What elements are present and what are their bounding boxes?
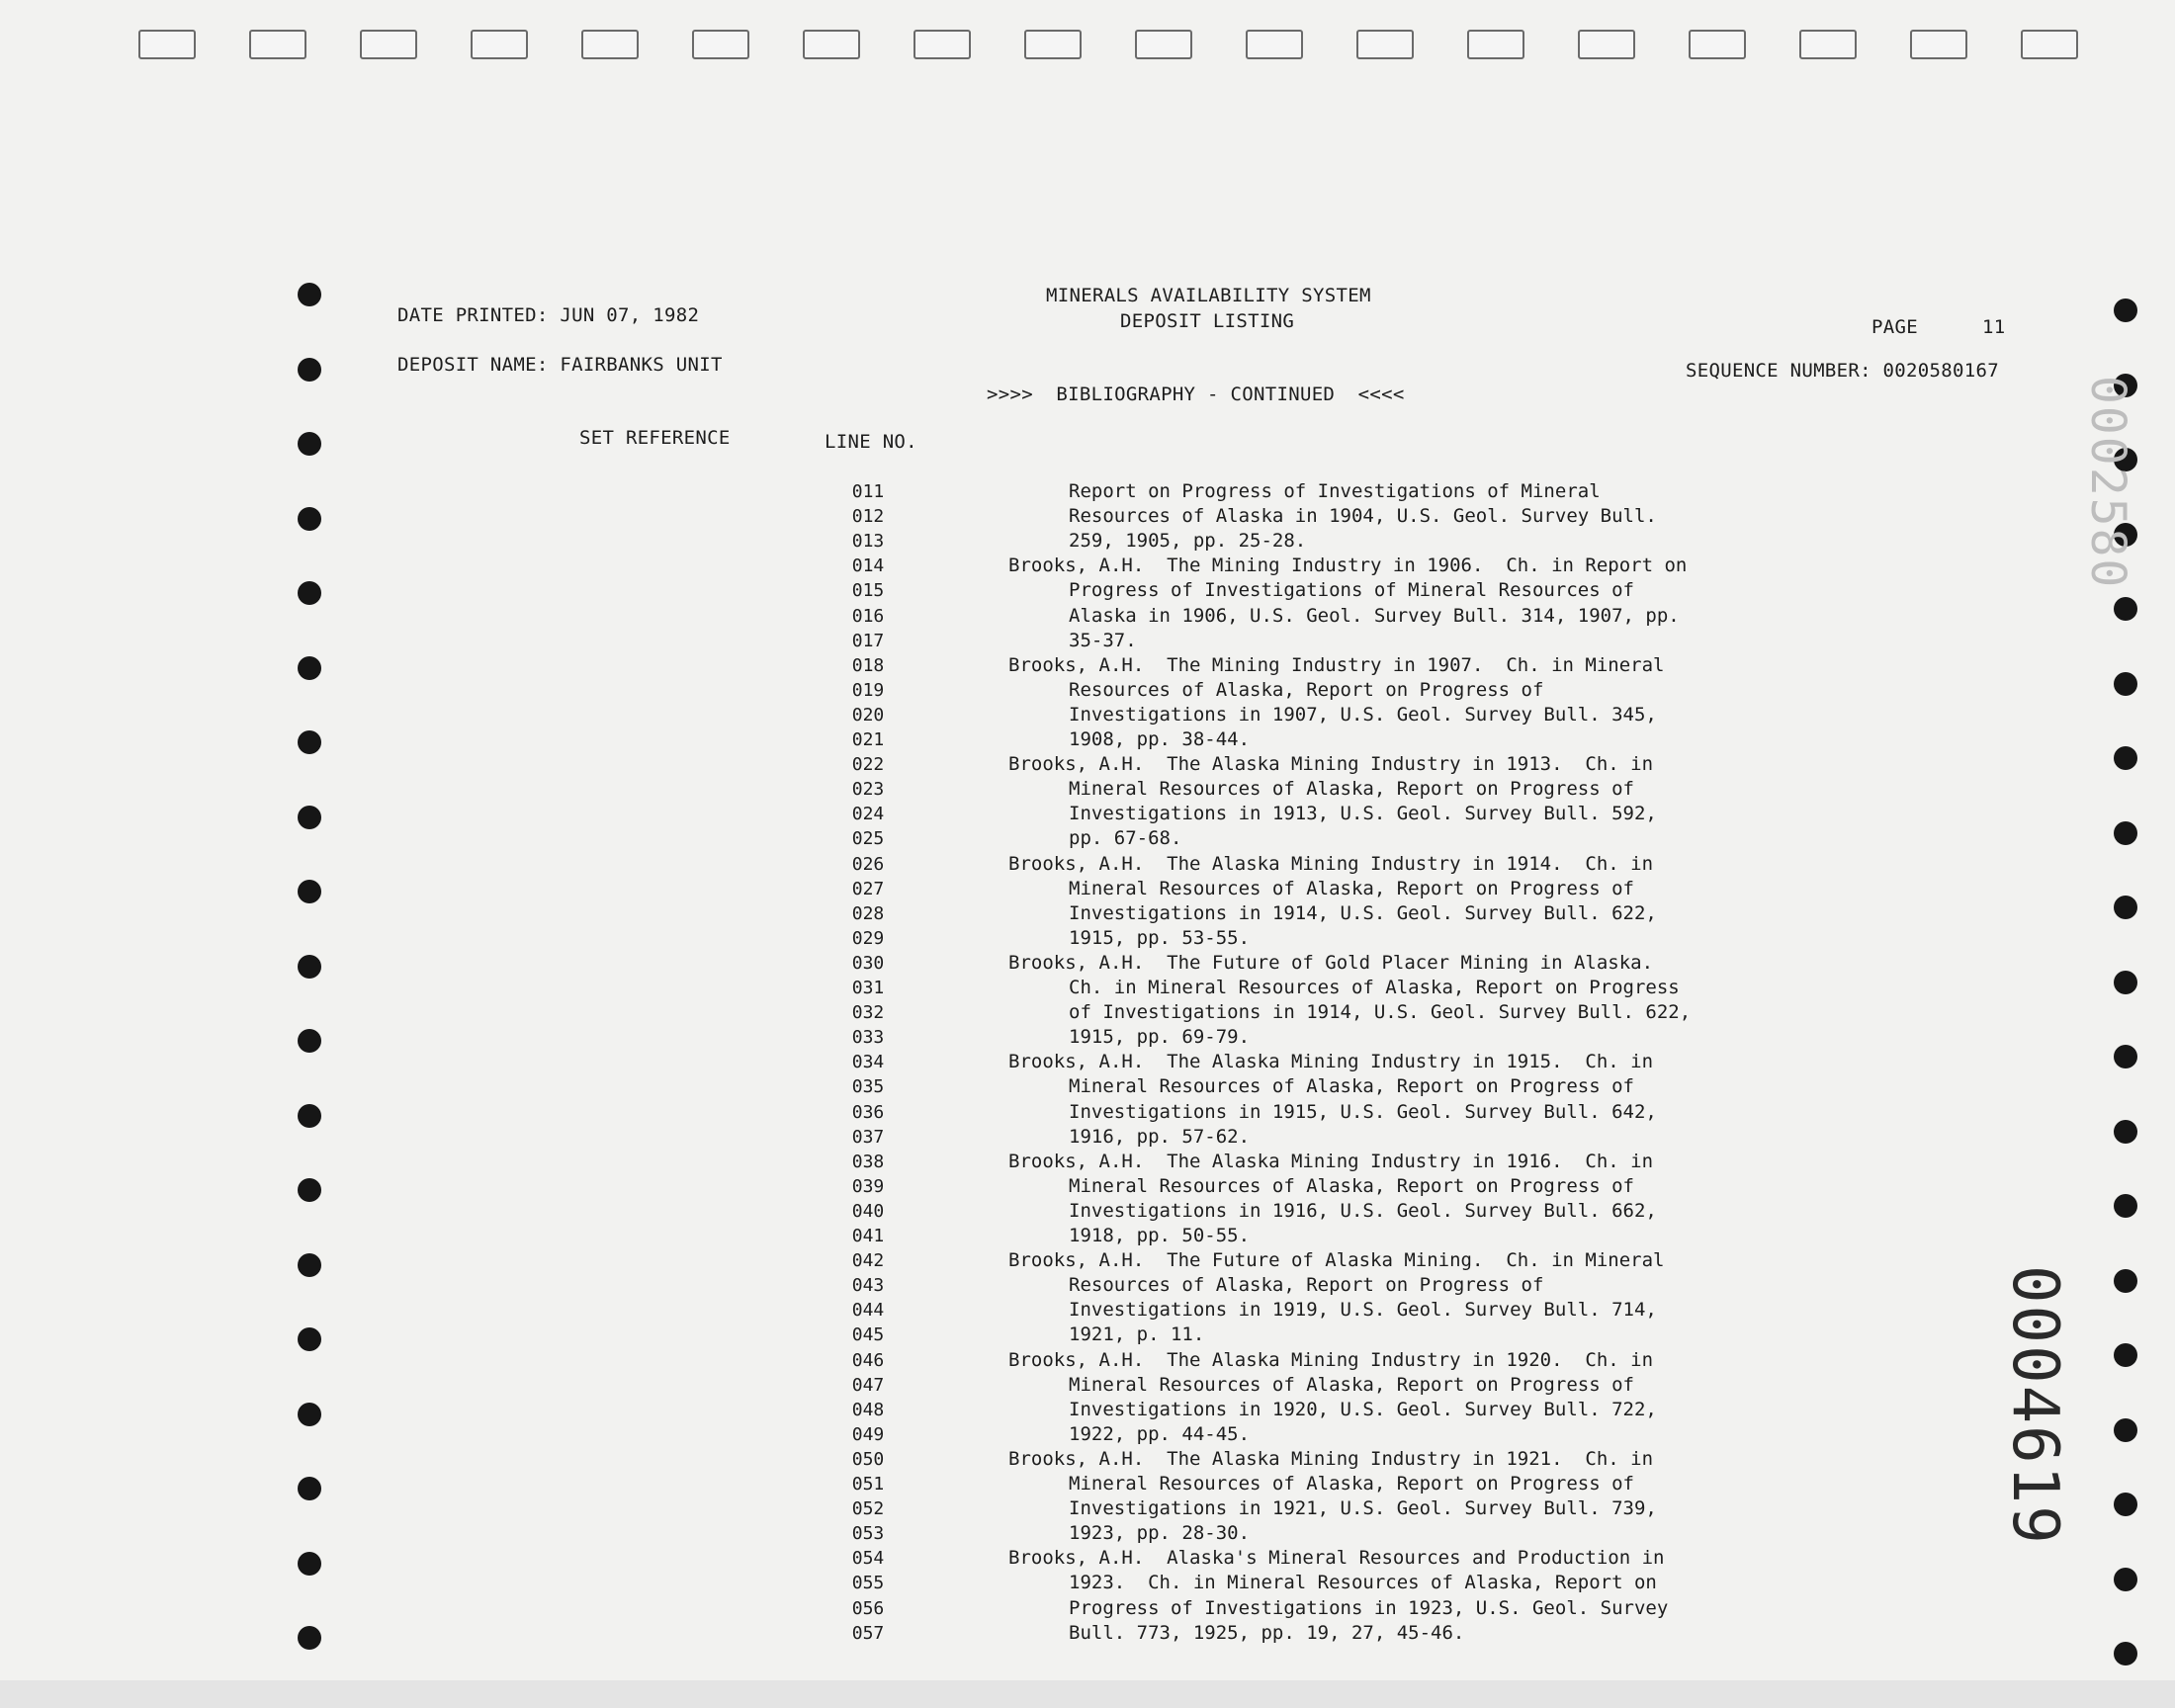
line-number: 025 — [851, 828, 885, 850]
left-tractor-hole — [298, 1626, 321, 1650]
left-tractor-hole — [298, 507, 321, 531]
left-tractor-hole — [298, 1552, 321, 1576]
line-text: pp. 67-68. — [1069, 827, 1182, 850]
perforation-box — [1910, 30, 1967, 59]
line-text: Progress of Investigations in 1923, U.S. Geol. Survey — [1069, 1596, 1669, 1619]
line-text: Investigations in 1920, U.S. Geol. Survey Bull. 722, — [1069, 1398, 1657, 1420]
line-text: Progress of Investigations of Mineral Resources of — [1069, 579, 1634, 602]
line-number: 039 — [851, 1175, 885, 1197]
line-number: 024 — [851, 804, 885, 825]
line-text: 1916, pp. 57-62. — [1069, 1125, 1251, 1148]
line-number: 046 — [851, 1349, 885, 1371]
line-number: 020 — [851, 704, 885, 726]
line-text: Brooks, A.H. The Alaska Mining Industry in 1915. Ch. in — [1008, 1051, 1654, 1073]
line-text: Resources of Alaska in 1904, U.S. Geol. Survey Bull. — [1069, 505, 1657, 528]
page-label: PAGE — [1871, 316, 1918, 338]
deposit-name: DEPOSIT NAME: FAIRBANKS UNIT — [397, 354, 723, 376]
line-number: 055 — [851, 1573, 885, 1594]
right-tractor-hole — [2114, 1568, 2137, 1591]
line-number: 015 — [851, 580, 885, 602]
line-number: 030 — [851, 952, 885, 974]
perforation-box — [692, 30, 749, 59]
line-number: 012 — [851, 506, 885, 528]
line-number: 036 — [851, 1101, 885, 1123]
right-tractor-hole — [2114, 299, 2137, 322]
perforation-box — [360, 30, 417, 59]
line-text: Resources of Alaska, Report on Progress of — [1069, 1274, 1544, 1297]
left-tractor-hole — [298, 1403, 321, 1426]
line-text: Mineral Resources of Alaska, Report on Progress of — [1069, 1174, 1634, 1197]
line-number: 042 — [851, 1250, 885, 1272]
left-tractor-hole — [298, 1253, 321, 1277]
line-text: Brooks, A.H. The Alaska Mining Industry in 1921. Ch. in — [1008, 1447, 1654, 1470]
left-tractor-hole — [298, 955, 321, 979]
scanner-bottom-band — [0, 1680, 2175, 1708]
left-tractor-hole — [298, 656, 321, 680]
left-tractor-hole — [298, 1029, 321, 1053]
perforation-box — [2021, 30, 2078, 59]
line-number: 019 — [851, 679, 885, 701]
line-number: 023 — [851, 779, 885, 801]
line-text: 1918, pp. 50-55. — [1069, 1225, 1251, 1246]
line-text: 1908, pp. 38-44. — [1069, 728, 1251, 750]
system-title: MINERALS AVAILABILITY SYSTEM — [1046, 285, 1371, 306]
page-number: 11 — [1982, 316, 2006, 338]
line-number: 050 — [851, 1448, 885, 1470]
right-tractor-hole — [2114, 672, 2137, 696]
line-number: 053 — [851, 1523, 885, 1545]
perforation-box — [471, 30, 528, 59]
line-text: Brooks, A.H. The Mining Industry in 1907. Ch. in Mineral — [1008, 653, 1665, 676]
left-tractor-hole — [298, 1178, 321, 1202]
right-tractor-hole — [2114, 821, 2137, 845]
right-tractor-hole — [2114, 1418, 2137, 1442]
perforation-box — [1799, 30, 1857, 59]
line-number: 031 — [851, 978, 885, 998]
line-text: Mineral Resources of Alaska, Report on Progress of — [1069, 1075, 1634, 1098]
right-tractor-hole — [2114, 1045, 2137, 1068]
line-text: of Investigations in 1914, U.S. Geol. Survey Bull. 622, — [1069, 1001, 1692, 1024]
line-text: Brooks, A.H. The Mining Industry in 1906. Ch. in Report on — [1008, 555, 1688, 577]
line-number: 017 — [851, 630, 885, 651]
line-text: Investigations in 1913, U.S. Geol. Survey Bull. 592, — [1069, 803, 1657, 825]
set-reference-header: SET REFERENCE — [579, 427, 731, 449]
line-number: 040 — [851, 1200, 885, 1222]
sequence-number: SEQUENCE NUMBER: 0020580167 — [1686, 360, 1999, 382]
line-number: 026 — [851, 853, 885, 875]
right-tractor-hole — [2114, 971, 2137, 994]
right-tractor-hole — [2114, 1120, 2137, 1144]
right-tractor-hole — [2114, 896, 2137, 919]
line-text: 1921, p. 11. — [1069, 1324, 1205, 1346]
line-number: 038 — [851, 1151, 885, 1172]
line-number: 035 — [851, 1076, 885, 1098]
right-tractor-hole — [2114, 1493, 2137, 1516]
line-text: Investigations in 1915, U.S. Geol. Survey Bull. 642, — [1069, 1100, 1657, 1123]
line-number: 021 — [851, 729, 885, 750]
line-text: 1915, pp. 53-55. — [1069, 926, 1251, 949]
left-tractor-hole — [298, 358, 321, 382]
perforation-box — [581, 30, 639, 59]
date-printed: DATE PRINTED: JUN 07, 1982 — [397, 304, 700, 326]
faint-side-stamp: 0002580 — [2080, 376, 2135, 590]
left-tractor-hole — [298, 880, 321, 903]
line-number: 049 — [851, 1423, 885, 1445]
perforation-box — [138, 30, 196, 59]
section-title: >>>> BIBLIOGRAPHY - CONTINUED <<<< — [987, 384, 1405, 405]
line-text: Mineral Resources of Alaska, Report on Progress of — [1069, 877, 1634, 899]
line-number: 041 — [851, 1226, 885, 1246]
line-text: Report on Progress of Investigations of Mineral — [1069, 480, 1601, 502]
line-text: Investigations in 1907, U.S. Geol. Survey Bull. 345, — [1069, 703, 1657, 726]
line-text: Mineral Resources of Alaska, Report on Progress of — [1069, 1373, 1634, 1396]
line-text: Brooks, A.H. The Alaska Mining Industry in 1913. Ch. in — [1008, 753, 1654, 776]
line-text: Mineral Resources of Alaska, Report on Progress of — [1069, 778, 1634, 801]
line-number: 052 — [851, 1498, 885, 1520]
perforation-box — [1246, 30, 1303, 59]
right-tractor-hole — [2114, 1194, 2137, 1218]
line-number: 045 — [851, 1324, 885, 1346]
line-number: 027 — [851, 878, 885, 899]
left-tractor-hole — [298, 730, 321, 754]
left-tractor-hole — [298, 1104, 321, 1128]
line-number: 018 — [851, 654, 885, 676]
perforation-box — [1024, 30, 1082, 59]
right-tractor-hole — [2114, 597, 2137, 621]
line-number: 037 — [851, 1126, 885, 1148]
line-number: 022 — [851, 754, 885, 776]
line-text: Brooks, A.H. The Future of Gold Placer Mining in Alaska. — [1008, 951, 1654, 974]
perforation-box — [1578, 30, 1635, 59]
line-number: 051 — [851, 1474, 885, 1494]
left-tractor-hole — [298, 806, 321, 829]
line-number: 014 — [851, 555, 885, 577]
perforation-strip — [138, 30, 2076, 63]
perforation-box — [1356, 30, 1414, 59]
line-text: 259, 1905, pp. 25-28. — [1069, 530, 1307, 553]
perforation-box — [803, 30, 860, 59]
line-text: Brooks, A.H. The Future of Alaska Mining. Ch. in Mineral — [1008, 1249, 1665, 1272]
left-tractor-hole — [298, 581, 321, 605]
line-number: 048 — [851, 1399, 885, 1420]
perforation-box — [1135, 30, 1192, 59]
line-text: Brooks, A.H. The Alaska Mining Industry in 1920. Ch. in — [1008, 1348, 1654, 1371]
line-number: 034 — [851, 1052, 885, 1073]
line-number: 033 — [851, 1027, 885, 1049]
line-text: Investigations in 1914, U.S. Geol. Survey Bull. 622, — [1069, 901, 1657, 924]
line-text: 1915, pp. 69-79. — [1069, 1026, 1251, 1049]
line-number: 054 — [851, 1548, 885, 1570]
line-text: 35-37. — [1069, 629, 1137, 651]
line-number: 057 — [851, 1622, 885, 1644]
left-tractor-hole — [298, 1327, 321, 1351]
line-text: Investigations in 1919, U.S. Geol. Survey Bull. 714, — [1069, 1299, 1657, 1322]
side-stamp: 0004619 — [1998, 1265, 2071, 1546]
perforation-box — [1689, 30, 1746, 59]
right-tractor-hole — [2114, 1269, 2137, 1293]
line-number: 056 — [851, 1597, 885, 1619]
line-number: 032 — [851, 1002, 885, 1024]
right-tractor-hole — [2114, 1343, 2137, 1367]
line-number: 029 — [851, 927, 885, 949]
line-number: 016 — [851, 605, 885, 627]
line-number: 013 — [851, 531, 885, 553]
line-no-header: LINE NO. — [825, 431, 917, 453]
line-text: Alaska in 1906, U.S. Geol. Survey Bull. 314, 1907, pp. — [1069, 604, 1680, 627]
right-tractor-hole — [2114, 746, 2137, 770]
line-text: Mineral Resources of Alaska, Report on Progress of — [1069, 1473, 1634, 1494]
left-tractor-hole — [298, 1477, 321, 1500]
line-text: Brooks, A.H. The Alaska Mining Industry in 1914. Ch. in — [1008, 852, 1654, 875]
perforation-box — [1467, 30, 1524, 59]
line-number: 028 — [851, 902, 885, 924]
line-text: 1923. Ch. in Mineral Resources of Alaska, Report on — [1069, 1572, 1657, 1594]
line-text: 1922, pp. 44-45. — [1069, 1422, 1251, 1445]
perforation-box — [914, 30, 971, 59]
perforation-box — [249, 30, 306, 59]
line-text: Brooks, A.H. Alaska's Mineral Resources and Production in — [1008, 1547, 1665, 1570]
line-number: 044 — [851, 1300, 885, 1322]
line-number: 011 — [851, 481, 885, 502]
line-number: 043 — [851, 1275, 885, 1297]
left-tractor-hole — [298, 432, 321, 456]
line-text: Resources of Alaska, Report on Progress of — [1069, 678, 1544, 701]
left-tractor-hole — [298, 283, 321, 306]
right-tractor-hole — [2114, 1642, 2137, 1665]
line-text: Ch. in Mineral Resources of Alaska, Report on Progress — [1069, 977, 1680, 998]
line-text: Brooks, A.H. The Alaska Mining Industry in 1916. Ch. in — [1008, 1150, 1654, 1172]
line-text: Investigations in 1916, U.S. Geol. Survey Bull. 662, — [1069, 1199, 1657, 1222]
line-text: Bull. 773, 1925, pp. 19, 27, 45-46. — [1069, 1621, 1465, 1644]
listing-title: DEPOSIT LISTING — [1120, 310, 1295, 332]
line-text: 1923, pp. 28-30. — [1069, 1522, 1251, 1545]
line-number: 047 — [851, 1374, 885, 1396]
line-text: Investigations in 1921, U.S. Geol. Survey Bull. 739, — [1069, 1497, 1657, 1520]
